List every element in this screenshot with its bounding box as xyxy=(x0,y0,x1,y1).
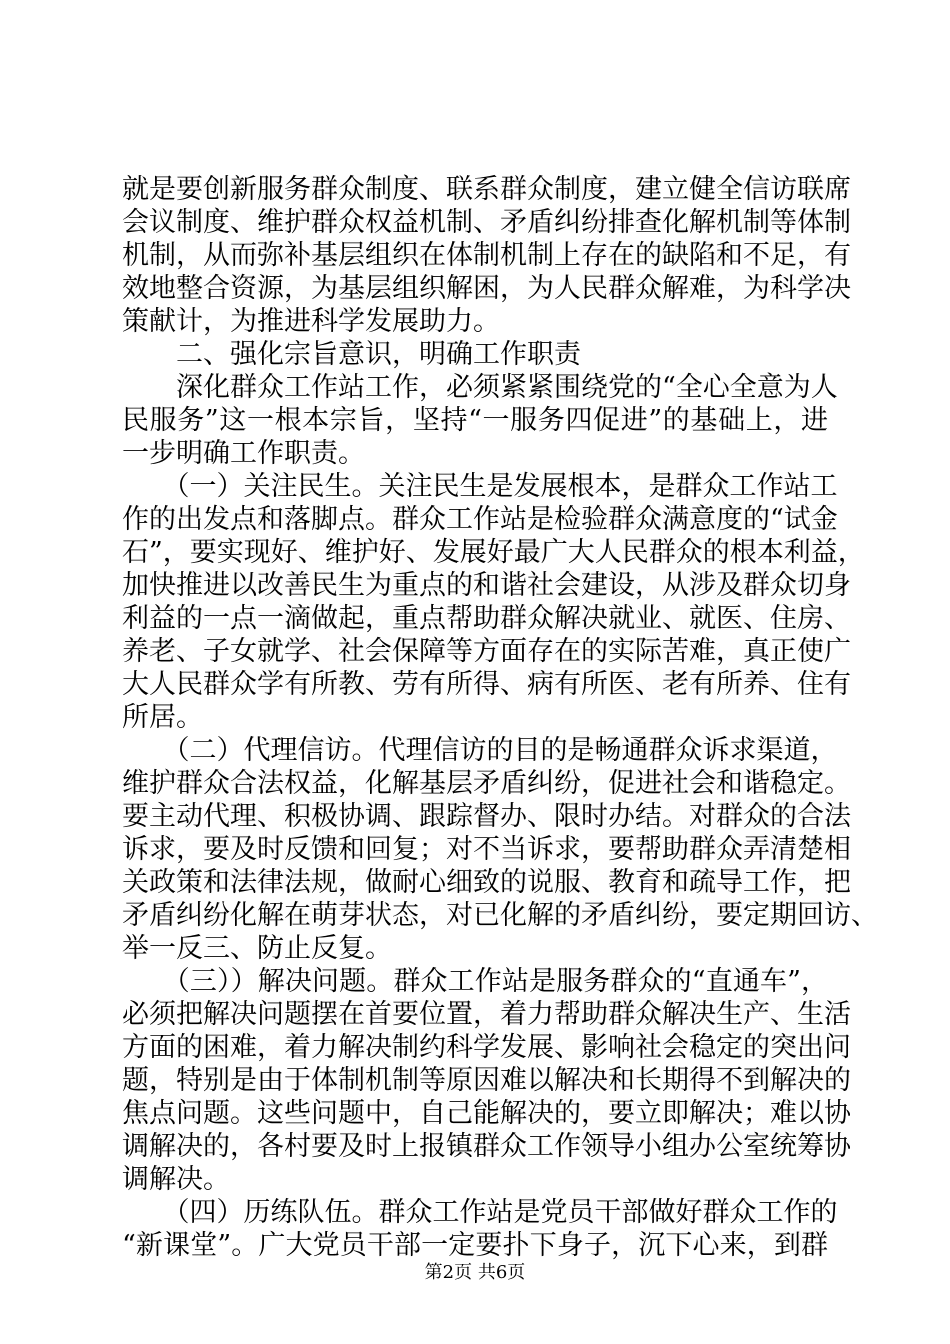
body-line: 利益的一点一滴做起，重点帮助群众解决就业、就医、住房、 xyxy=(122,603,851,634)
body-line: 大人民群众学有所教、劳有所得、病有所医、老有所养、住有 xyxy=(122,669,851,700)
body-line: 矛盾纠纷化解在萌芽状态，对已化解的矛盾纠纷，要定期回访、 xyxy=(122,900,878,931)
body-line: 养老、子女就学、社会保障等方面存在的实际苦难，真正使广 xyxy=(122,636,851,667)
body-line: 加快推进以改善民生为重点的和谐社会建设，从涉及群众切身 xyxy=(122,570,851,601)
body-line: （一）关注民生。关注民生是发展根本，是群众工作站工 xyxy=(122,471,838,502)
body-line: 调解决的，各村要及时上报镇群众工作领导小组办公室统筹协 xyxy=(122,1131,851,1162)
body-line: 策献计，为推进科学发展助力。 xyxy=(122,306,500,337)
body-line: “新课堂”。广大党员干部一定要扑下身子，沉下心来，到群 xyxy=(122,1230,828,1261)
body-line: 要主动代理、积极协调、跟踪督办、限时办结。对群众的合法 xyxy=(122,801,851,832)
page-footer: 第2页 共6页 xyxy=(424,1262,526,1283)
body-line: 题，特别是由于体制机制等原因难以解决和长期得不到解决的 xyxy=(122,1065,851,1096)
body-line: 民服务”这一根本宗旨，坚持“一服务四促进”的基础上，进 xyxy=(122,405,828,436)
body-line: 作的出发点和落脚点。群众工作站是检验群众满意度的“试金 xyxy=(122,504,838,535)
body-line: 就是要创新服务群众制度、联系群众制度，建立健全信访联席 xyxy=(122,174,851,205)
body-line: 方面的困难，着力解决制约科学发展、影响社会稳定的突出问 xyxy=(122,1032,851,1063)
body-line: （四）历练队伍。群众工作站是党员干部做好群众工作的 xyxy=(122,1197,838,1228)
body-line: 一步明确工作职责。 xyxy=(122,438,365,469)
body-line: 会议制度、维护群众权益机制、矛盾纠纷排查化解机制等体制 xyxy=(122,207,851,238)
body-line: 机制，从而弥补基层组织在体制机制上存在的缺陷和不足，有 xyxy=(122,240,851,271)
body-line: 调解决。 xyxy=(122,1164,230,1195)
body-line: 深化群众工作站工作，必须紧紧围绕党的“全心全意为人 xyxy=(122,372,838,403)
body-line: 举一反三、防止反复。 xyxy=(122,933,392,964)
body-line: 所居。 xyxy=(122,702,203,733)
body-line: 必须把解决问题摆在首要位置，着力帮助群众解决生产、生活 xyxy=(122,999,851,1030)
body-line: 效地整合资源，为基层组织解困，为人民群众解难，为科学决 xyxy=(122,273,851,304)
body-line: 焦点问题。这些问题中，自己能解决的，要立即解决；难以协 xyxy=(122,1098,851,1129)
body-line: （二）代理信访。代理信访的目的是畅通群众诉求渠道， xyxy=(122,735,838,766)
body-line: 维护群众合法权益，化解基层矛盾纠纷，促进社会和谐稳定。 xyxy=(122,768,851,799)
section-heading: 二、强化宗旨意识，明确工作职责 xyxy=(122,339,581,370)
body-line: 关政策和法律法规，做耐心细致的说服、教育和疏导工作，把 xyxy=(122,867,851,898)
body-line: （三））解决问题。群众工作站是服务群众的“直通车”， xyxy=(122,966,828,997)
body-line: 石”，要实现好、维护好、发展好最广大人民群众的根本利益， xyxy=(122,537,865,568)
body-line: 诉求，要及时反馈和回复；对不当诉求，要帮助群众弄清楚相 xyxy=(122,834,851,865)
